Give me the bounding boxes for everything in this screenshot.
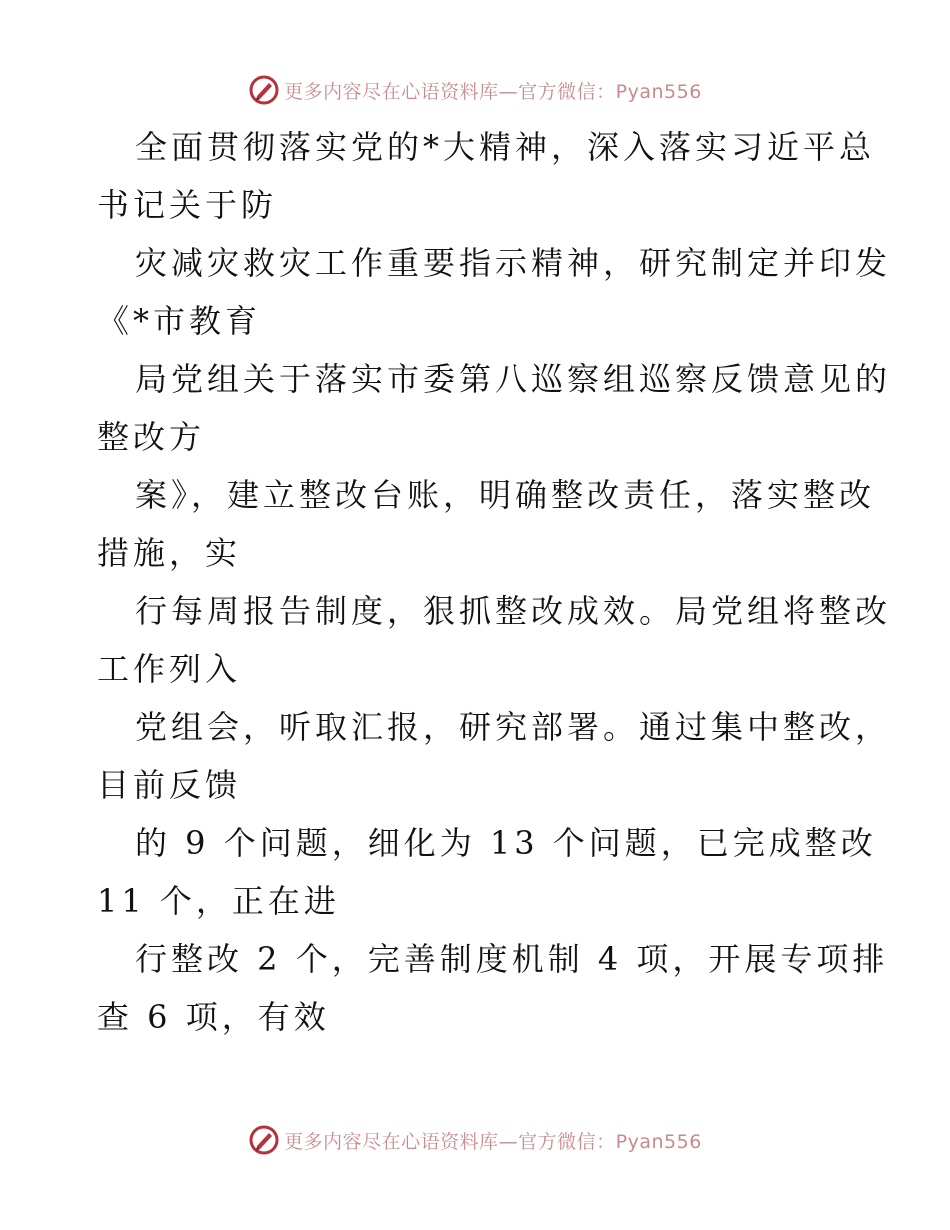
body-line: 行整改 2 个，完善制度机制 4 项，开展专项排 — [135, 940, 889, 978]
header-banner — [0, 70, 950, 110]
body-line: 局党组关于落实市委第八巡察组巡察反馈意见的 — [135, 360, 892, 398]
body-line: 措施，实 — [97, 534, 242, 572]
body-line: 11 个，正在进 — [97, 882, 340, 920]
footer-banner-text: 更多内容尽在心语资料库—官方微信：Pyan556 — [284, 1130, 702, 1153]
header-banner-text: 更多内容尽在心语资料库—官方微信：Pyan556 — [284, 80, 702, 103]
document-body — [97, 118, 892, 1046]
logo-pen-icon — [248, 1124, 280, 1156]
body-line: 灾减灾救灾工作重要指示精神，研究制定并印发 — [135, 244, 892, 282]
body-line: 全面贯彻落实党的*大精神，深入落实习近平总 — [135, 128, 876, 166]
body-line: 的 9 个问题，细化为 13 个问题，已完成整改 — [135, 824, 877, 862]
body-line: 《*市教育 — [97, 302, 262, 340]
body-line: 书记关于防 — [97, 186, 278, 224]
body-line: 行每周报告制度，狠抓整改成效。局党组将整改 — [135, 592, 892, 630]
logo-pen-icon — [248, 74, 280, 106]
body-line: 案》，建立整改台账，明确整改责任，落实整改 — [135, 476, 876, 514]
body-line: 工作列入 — [97, 650, 242, 688]
body-line: 目前反馈 — [97, 766, 242, 804]
body-line: 党组会，听取汇报，研究部署。通过集中整改， — [135, 708, 892, 746]
footer-banner — [0, 1120, 950, 1160]
body-line: 整改方 — [97, 418, 206, 456]
body-line: 查 6 项，有效 — [97, 998, 330, 1036]
